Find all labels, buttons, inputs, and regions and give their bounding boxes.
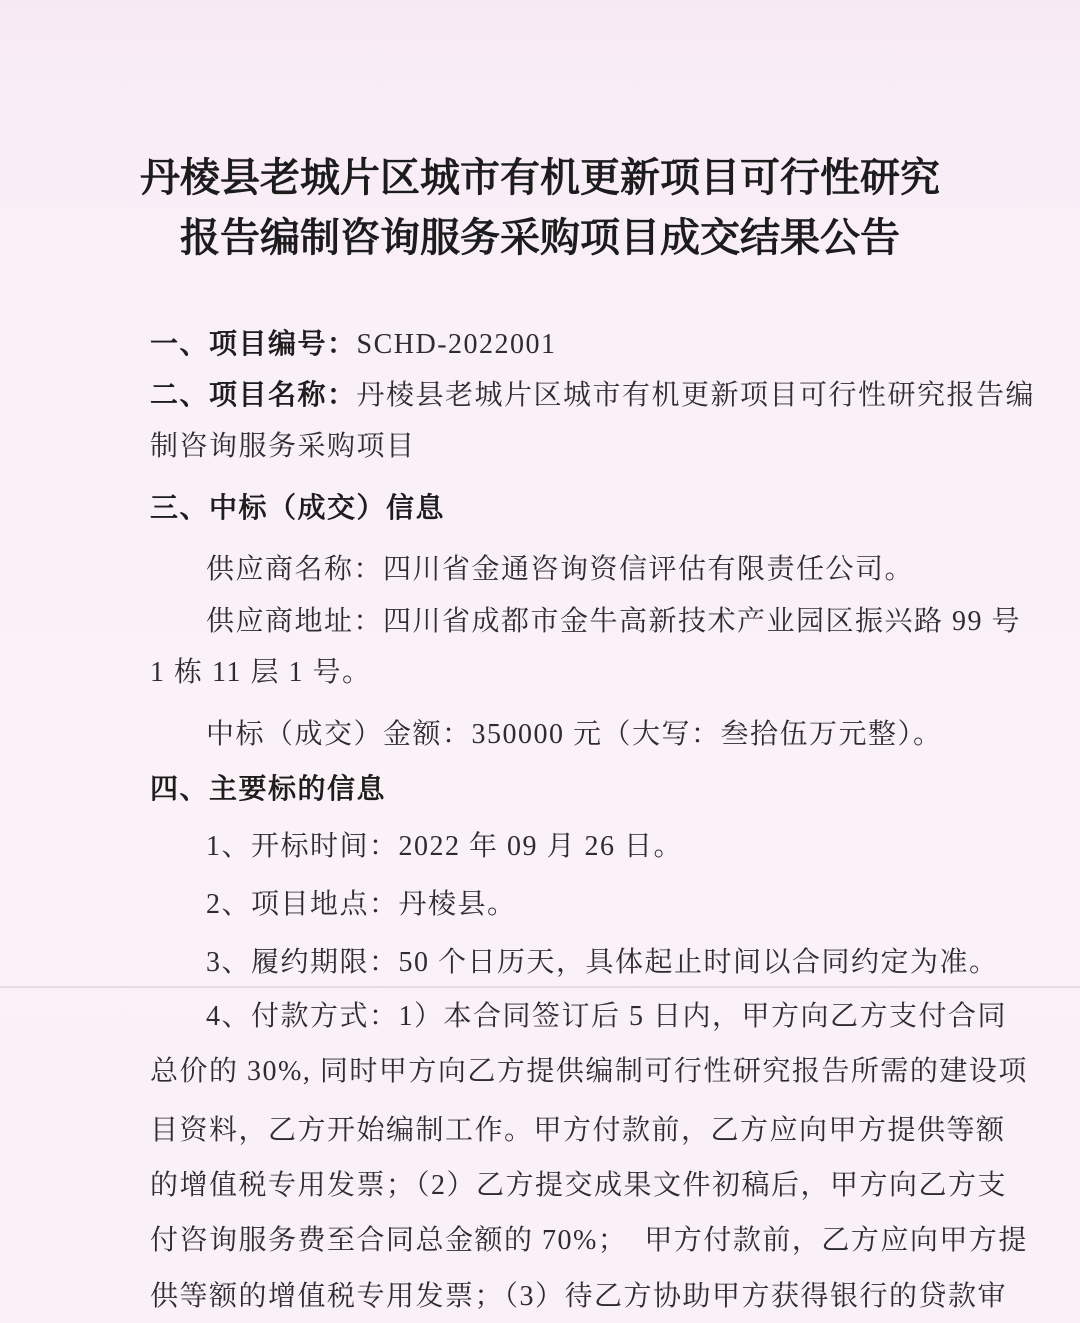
- scan-artifact-line: [0, 986, 1080, 988]
- announcement-title-line-2: 报告编制咨询服务采购项目成交结果公告: [180, 216, 900, 260]
- line-project-location: 2、项目地点：丹棱县。: [206, 889, 517, 920]
- line-project-name: [150, 378, 1036, 413]
- line-payment-terms-2: 总价的 30%, 同时甲方向乙方提供编制可行性研究报告所需的建设项: [150, 1056, 1028, 1087]
- project-name-label: 二、项目名称：: [150, 379, 357, 410]
- line-project-name-cont: 制咨询服务采购项目: [150, 431, 416, 462]
- announcement-title-line-1: 丹棱县老城片区城市有机更新项目可行性研究: [140, 156, 940, 200]
- line-supplier-address: 供应商地址：四川省成都市金牛高新技术产业园区振兴路 99 号: [206, 606, 1022, 637]
- line-payment-terms-4: 的增值税专用发票；（2）乙方提交成果文件初稿后，甲方向乙方支: [150, 1170, 1008, 1201]
- section-heading-subject-info: 四、主要标的信息: [150, 773, 387, 804]
- announcement-title: [0, 148, 1080, 268]
- line-payment-terms-5: 付咨询服务费至合同总金额的 70%； 甲方付款前，乙方应向甲方提: [150, 1225, 1028, 1256]
- line-payment-terms-3: 目资料，乙方开始编制工作。甲方付款前，乙方应向甲方提供等额: [150, 1115, 1006, 1146]
- line-supplier-address-cont: 1 栋 11 层 1 号。: [150, 657, 372, 688]
- line-bid-opening-time: 1、开标时间：2022 年 09 月 26 日。: [206, 831, 684, 862]
- line-supplier-name: 供应商名称：四川省金通咨询资信评估有限责任公司。: [206, 554, 915, 585]
- line-award-amount: 中标（成交）金额：350000 元（大写：叁拾伍万元整）。: [206, 719, 943, 750]
- section-heading-award-info: 三、中标（成交）信息: [150, 492, 446, 523]
- line-performance-period: 3、履约期限：50 个日历天，具体起止时间以合同约定为准。: [206, 947, 999, 978]
- line-payment-terms-6: 供等额的增值税专用发票；（3）待乙方协助甲方获得银行的贷款审: [150, 1281, 1008, 1312]
- project-number-label: 一、项目编号：: [150, 328, 357, 359]
- project-number-value: SCHD-2022001: [356, 329, 557, 360]
- line-payment-terms-1: 4、付款方式：1）本合同签订后 5 日内，甲方向乙方支付合同: [206, 1001, 1008, 1032]
- line-project-number: [150, 327, 950, 362]
- project-name-value: 丹棱县老城片区城市有机更新项目可行性研究报告编: [356, 380, 1036, 411]
